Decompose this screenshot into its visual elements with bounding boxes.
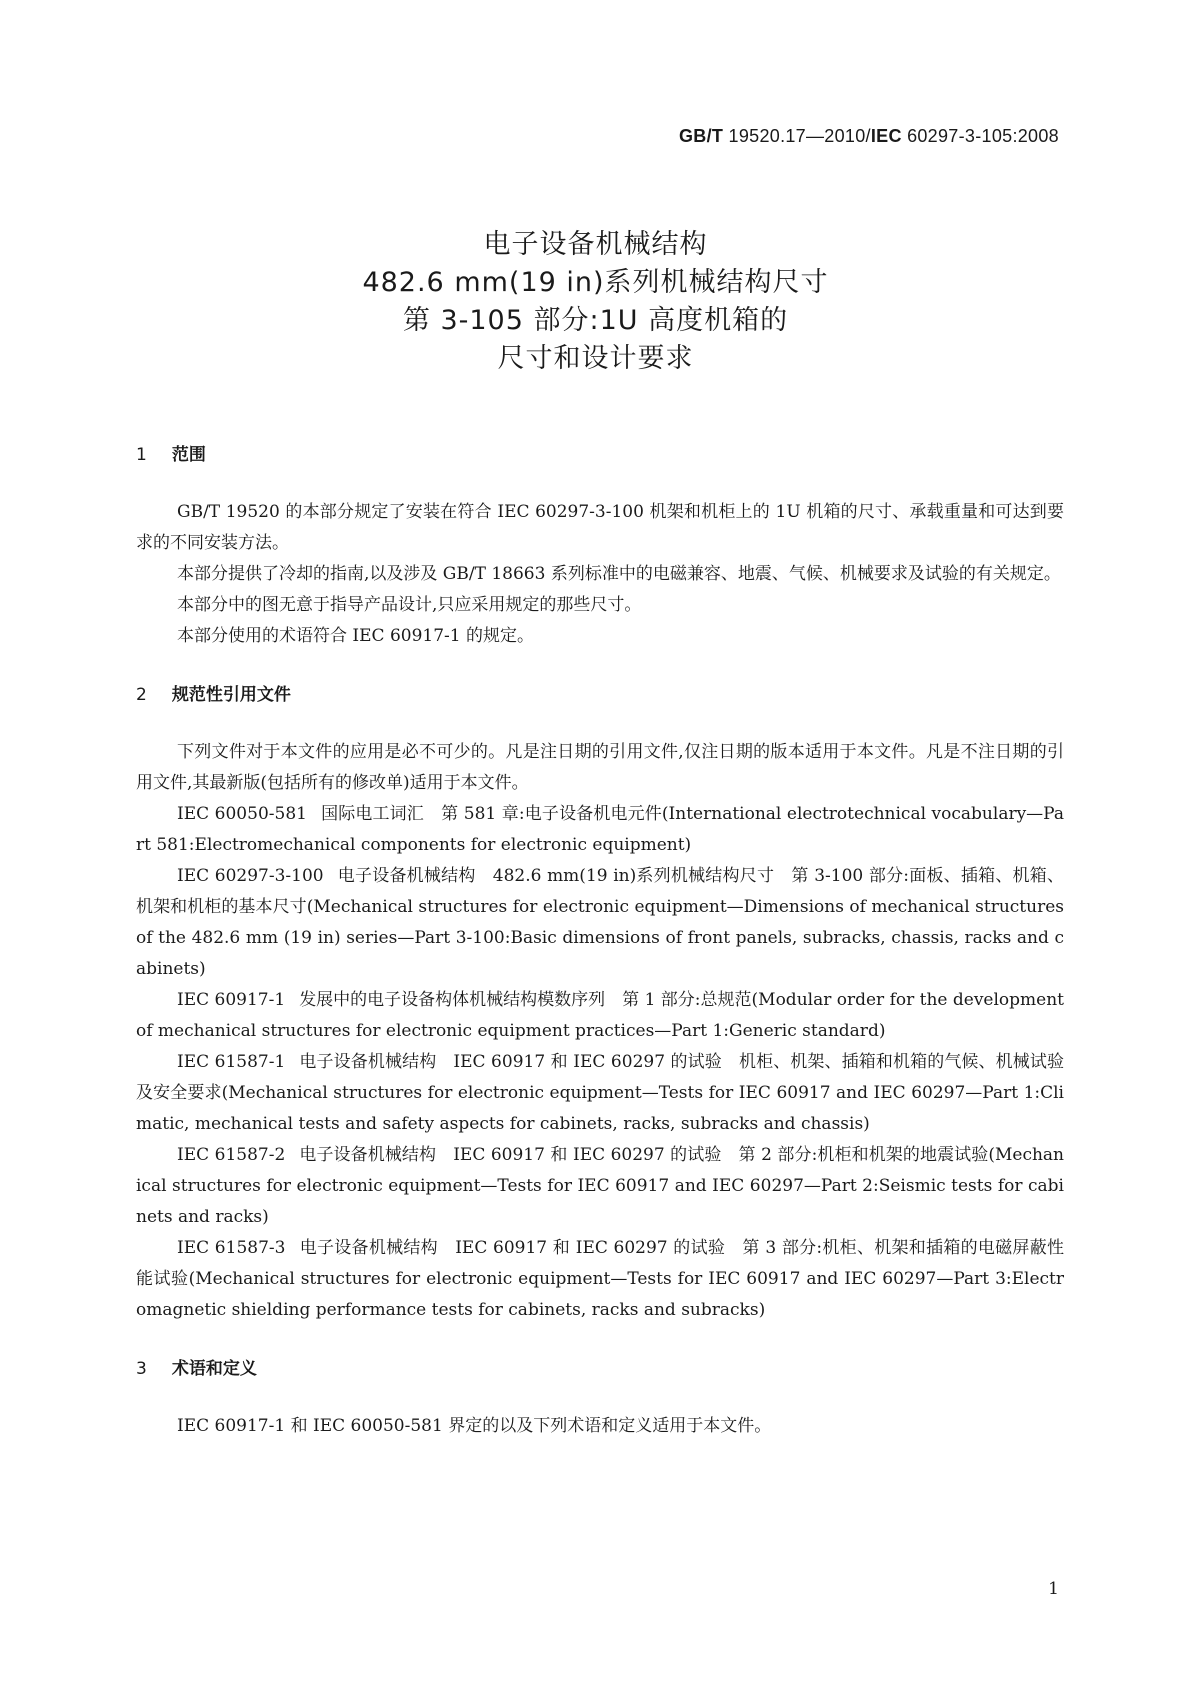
std-gb-prefix: GB/T (679, 126, 724, 146)
std-iec-number: 60297-3-105:2008 (907, 126, 1059, 146)
document-body (136, 440, 1064, 1442)
section-3-heading (136, 1354, 1064, 1385)
section-1-number: 1 (136, 445, 147, 465)
section-1-paragraph: 本部分中的图无意于指导产品设计,只应采用规定的那些尺寸。 (177, 595, 642, 615)
reference-text: 国际电工词汇 第 581 章:电子设备机电元件(International electrotechnical vocabulary—Part 581:Electromechanical components for electronic equipment) (136, 804, 1064, 855)
reference-text: 电子设备机械结构 IEC 60917 和 IEC 60297 的试验 机柜、机架、插箱和机箱的气候、机械试验及安全要求(Mechanical structures for electronic equipment—Tests for IEC 60917 and IEC 60297—Part 1:Climatic, mechanical tests and safety aspects for cabinets, racks, subracks and chassis) (136, 1052, 1064, 1134)
reference-entry (136, 799, 1064, 861)
section-2-intro: 下列文件对于本文件的应用是必不可少的。凡是注日期的引用文件,仅注日期的版本适用于本文件。凡是不注日期的引用文件,其最新版(包括所有的修改单)适用于本文件。 (136, 742, 1064, 793)
reference-entry (136, 1233, 1064, 1326)
section-2-heading (136, 680, 1064, 711)
section-1-paragraph: 本部分提供了冷却的指南,以及涉及 GB/T 18663 系列标准中的电磁兼容、地震、气候、机械要求及试验的有关规定。 (177, 564, 1061, 584)
reference-text: 电子设备机械结构 IEC 60917 和 IEC 60297 的试验 第 2 部分:机柜和机架的地震试验(Mechanical structures for electronic equipment—Tests for IEC 60917 and IEC 60297—Part 2:Seismic tests for cabinets and racks) (136, 1145, 1064, 1227)
reference-code: IEC 60050-581 (177, 804, 307, 824)
section-1-paragraph: GB/T 19520 的本部分规定了安装在符合 IEC 60297-3-100 机架和机柜上的 1U 机箱的尺寸、承载重量和可达到要求的不同安装方法。 (136, 502, 1064, 553)
section-2-title: 规范性引用文件 (171, 685, 291, 705)
page-number: 1 (1048, 1579, 1059, 1599)
document-title (0, 226, 1191, 378)
reference-text: 发展中的电子设备构体机械结构模数序列 第 1 部分:总规范(Modular order for the development of mechanical structures for electronic equipment practices—Part 1:Generic standard) (136, 990, 1065, 1041)
title-line-4: 尺寸和设计要求 (497, 343, 694, 374)
reference-code: IEC 61587-1 (177, 1052, 286, 1072)
reference-entry (136, 1140, 1064, 1233)
reference-entry (136, 861, 1064, 985)
reference-code: IEC 60917-1 (177, 990, 286, 1010)
section-1-paragraph: 本部分使用的术语符合 IEC 60917-1 的规定。 (177, 626, 534, 646)
title-line-3: 第 3-105 部分:1U 高度机箱的 (402, 305, 789, 336)
section-3-paragraph: IEC 60917-1 和 IEC 60050-581 界定的以及下列术语和定义适用于本文件。 (177, 1416, 772, 1436)
std-gb-number: 19520.17—2010/ (728, 126, 871, 146)
reference-entry (136, 1047, 1064, 1140)
section-1-heading (136, 440, 1064, 471)
reference-code: IEC 60297-3-100 (177, 866, 324, 886)
reference-code: IEC 61587-3 (177, 1238, 286, 1258)
title-line-1: 电子设备机械结构 (483, 229, 708, 260)
reference-text: 电子设备机械结构 482.6 mm(19 in)系列机械结构尺寸 第 3-100 部分:面板、插箱、机箱、机架和机柜的基本尺寸(Mechanical structures for electronic equipment—Dimensions of mechanical structures of the 482.6 mm (19 in) series—Part 3-100:Basic dimensions of front panels, subracks, chassis, racks and cabinets) (136, 866, 1064, 979)
standard-number-header (679, 126, 1059, 147)
section-2-number: 2 (136, 685, 147, 705)
reference-entry (136, 985, 1064, 1047)
title-line-2: 482.6 mm(19 in)系列机械结构尺寸 (362, 267, 829, 298)
reference-text: 电子设备机械结构 IEC 60917 和 IEC 60297 的试验 第 3 部分:机柜、机架和插箱的电磁屏蔽性能试验(Mechanical structures for electronic equipment—Tests for IEC 60917 and IEC 60297—Part 3:Electromagnetic shielding performance tests for cabinets, racks and subracks) (136, 1238, 1064, 1320)
section-1-title: 范围 (171, 445, 206, 465)
section-3-number: 3 (136, 1359, 147, 1379)
section-3-title: 术语和定义 (171, 1359, 257, 1379)
std-iec-prefix: IEC (870, 126, 902, 146)
reference-code: IEC 61587-2 (177, 1145, 286, 1165)
